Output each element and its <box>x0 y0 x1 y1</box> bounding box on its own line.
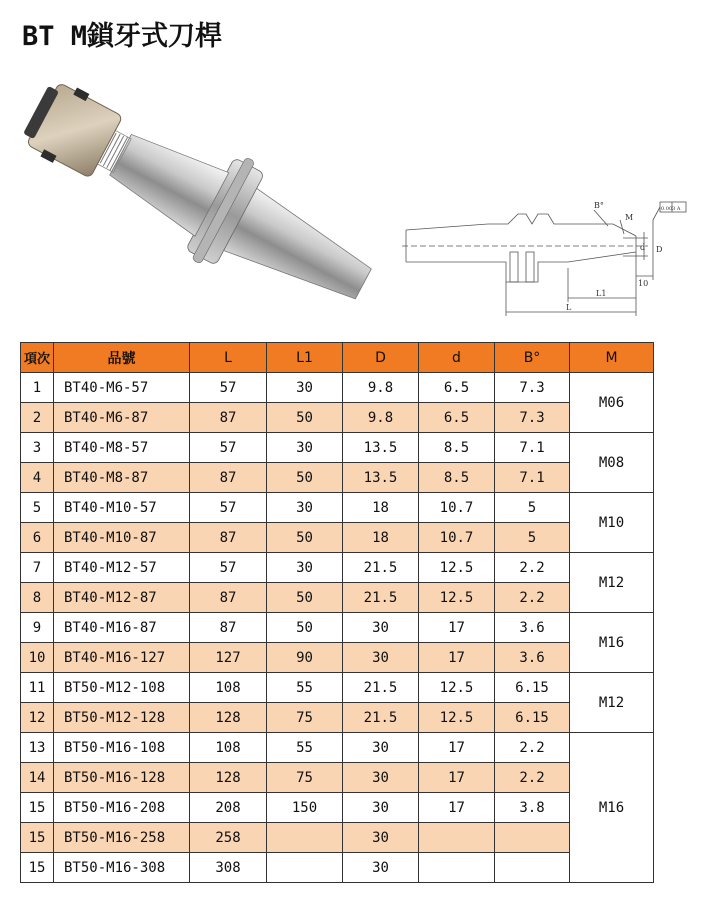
table-row <box>21 613 654 643</box>
table-cell: BT40-M12-57 <box>54 553 190 583</box>
table-cell: 87 <box>190 523 267 553</box>
table-cell: 5 <box>495 493 570 523</box>
table-cell <box>419 823 495 853</box>
table-cell: 18 <box>343 523 419 553</box>
page-title: BT M鎖牙式刀桿 <box>22 21 223 52</box>
table-cell: BT40-M8-87 <box>54 463 190 493</box>
thread-size-cell: M06 <box>570 373 654 433</box>
table-cell: 15 <box>21 823 54 853</box>
table-row <box>21 643 654 673</box>
table-cell: 21.5 <box>343 673 419 703</box>
header-cell: 品號 <box>54 343 190 373</box>
table-cell: 50 <box>267 403 343 433</box>
table-cell: 11 <box>21 673 54 703</box>
table-cell: BT50-M12-128 <box>54 703 190 733</box>
table-cell: 57 <box>190 373 267 403</box>
table-cell: 7.1 <box>495 433 570 463</box>
table-cell: BT50-M16-108 <box>54 733 190 763</box>
header-cell: L <box>190 343 267 373</box>
table-cell: 30 <box>343 733 419 763</box>
header-cell: D <box>343 343 419 373</box>
table-cell: 12.5 <box>419 673 495 703</box>
table-cell: 55 <box>267 673 343 703</box>
table-cell: 13.5 <box>343 433 419 463</box>
table-cell: 6.15 <box>495 673 570 703</box>
drawing-label-l: L <box>566 303 572 312</box>
table-cell: 21.5 <box>343 703 419 733</box>
table-cell: 2.2 <box>495 733 570 763</box>
table-cell: 2.2 <box>495 583 570 613</box>
table-cell <box>267 823 343 853</box>
table-cell: 8.5 <box>419 463 495 493</box>
table-cell: 3.8 <box>495 793 570 823</box>
table-row <box>21 853 654 883</box>
table-row <box>21 793 654 823</box>
table-row <box>21 463 654 493</box>
table-cell: 90 <box>267 643 343 673</box>
table-cell: 4 <box>21 463 54 493</box>
table-cell: 6.15 <box>495 703 570 733</box>
table-cell: BT40-M6-57 <box>54 373 190 403</box>
tool-holder-photo <box>0 62 395 332</box>
table-cell: 50 <box>267 613 343 643</box>
table-cell: 87 <box>190 403 267 433</box>
table-cell: 12.5 <box>419 583 495 613</box>
table-cell: 12 <box>21 703 54 733</box>
table-cell: 17 <box>419 733 495 763</box>
table-cell: 258 <box>190 823 267 853</box>
table-cell: 30 <box>267 373 343 403</box>
table-cell: 9.8 <box>343 373 419 403</box>
drawing-label-m: M <box>625 213 634 222</box>
table-cell: 30 <box>267 433 343 463</box>
table-cell: BT50-M16-308 <box>54 853 190 883</box>
thread-size-cell: M10 <box>570 493 654 553</box>
drawing-label-big-d: D <box>656 245 663 254</box>
table-row <box>21 493 654 523</box>
table-row <box>21 703 654 733</box>
table-cell: 75 <box>267 703 343 733</box>
table-cell: BT40-M16-127 <box>54 643 190 673</box>
table-cell: 75 <box>267 763 343 793</box>
header-cell: 項次 <box>21 343 54 373</box>
table-cell: 57 <box>190 433 267 463</box>
table-cell: 87 <box>190 463 267 493</box>
table-cell: 127 <box>190 643 267 673</box>
table-cell: BT40-M16-87 <box>54 613 190 643</box>
table-cell: BT40-M8-57 <box>54 433 190 463</box>
table-cell: 30 <box>343 793 419 823</box>
table-cell: 1 <box>21 373 54 403</box>
table-row <box>21 583 654 613</box>
thread-size-cell: M12 <box>570 553 654 613</box>
table-cell: 3 <box>21 433 54 463</box>
table-cell: 128 <box>190 703 267 733</box>
table-cell: 17 <box>419 613 495 643</box>
table-row <box>21 373 654 403</box>
table-cell: BT50-M16-258 <box>54 823 190 853</box>
table-cell: 57 <box>190 553 267 583</box>
table-cell: 6.5 <box>419 373 495 403</box>
table-cell: 50 <box>267 463 343 493</box>
table-cell: BT40-M10-87 <box>54 523 190 553</box>
table-cell: 6 <box>21 523 54 553</box>
table-cell: 128 <box>190 763 267 793</box>
table-cell: 87 <box>190 583 267 613</box>
drawing-label-10: 10 <box>638 279 649 288</box>
table-cell <box>419 853 495 883</box>
drawing-label-b: B° <box>594 201 604 210</box>
table-cell: 17 <box>419 643 495 673</box>
table-cell: 8.5 <box>419 433 495 463</box>
table-cell: 10.7 <box>419 493 495 523</box>
table-cell: 9 <box>21 613 54 643</box>
table-cell: 30 <box>343 763 419 793</box>
table-cell: 12.5 <box>419 703 495 733</box>
thread-size-cell: M12 <box>570 673 654 733</box>
table-cell: 7.1 <box>495 463 570 493</box>
table-row <box>21 823 654 853</box>
table-row <box>21 733 654 763</box>
table-cell: 208 <box>190 793 267 823</box>
table-header-row <box>21 343 654 373</box>
table-cell: 30 <box>343 613 419 643</box>
table-cell: 5 <box>495 523 570 553</box>
header-cell: L1 <box>267 343 343 373</box>
table-cell <box>267 853 343 883</box>
table-cell: 10 <box>21 643 54 673</box>
table-row <box>21 433 654 463</box>
table-cell: 15 <box>21 853 54 883</box>
table-cell: 21.5 <box>343 553 419 583</box>
table-cell: BT40-M12-87 <box>54 583 190 613</box>
table-cell: 13.5 <box>343 463 419 493</box>
table-row <box>21 403 654 433</box>
table-cell: 17 <box>419 793 495 823</box>
table-cell: 9.8 <box>343 403 419 433</box>
table-cell: 3.6 <box>495 613 570 643</box>
table-cell: 2.2 <box>495 553 570 583</box>
table-cell: 30 <box>267 493 343 523</box>
table-cell: 2 <box>21 403 54 433</box>
table-cell: 6.5 <box>419 403 495 433</box>
table-cell: 13 <box>21 733 54 763</box>
table-cell: 50 <box>267 523 343 553</box>
table-cell: 7 <box>21 553 54 583</box>
table-cell: BT50-M16-208 <box>54 793 190 823</box>
table-cell: 30 <box>343 643 419 673</box>
table-cell: 7.3 <box>495 373 570 403</box>
table-cell: BT40-M10-57 <box>54 493 190 523</box>
table-cell: BT50-M16-128 <box>54 763 190 793</box>
table-cell: 8 <box>21 583 54 613</box>
table-cell: 21.5 <box>343 583 419 613</box>
table-cell: 57 <box>190 493 267 523</box>
table-cell: 50 <box>267 583 343 613</box>
drawing-label-d: d <box>640 243 646 252</box>
table-cell <box>495 823 570 853</box>
table-cell: 3.6 <box>495 643 570 673</box>
spec-table-body <box>21 373 654 883</box>
thread-size-cell: M16 <box>570 613 654 673</box>
thread-size-cell: M16 <box>570 733 654 883</box>
drawing-label-l1: L1 <box>596 289 607 298</box>
thread-size-cell: M08 <box>570 433 654 493</box>
table-cell: 12.5 <box>419 553 495 583</box>
table-cell: 87 <box>190 613 267 643</box>
table-cell: BT50-M12-108 <box>54 673 190 703</box>
table-cell: 55 <box>267 733 343 763</box>
table-cell: 5 <box>21 493 54 523</box>
table-cell: 30 <box>267 553 343 583</box>
table-cell: 150 <box>267 793 343 823</box>
drawing-label-tolerance: 0.003 A <box>661 206 681 212</box>
spec-table <box>20 342 654 883</box>
header-cell: M <box>570 343 654 373</box>
table-cell: 7.3 <box>495 403 570 433</box>
table-cell: 30 <box>343 823 419 853</box>
header-cell: d <box>419 343 495 373</box>
table-cell <box>495 853 570 883</box>
table-row <box>21 523 654 553</box>
table-cell: 17 <box>419 763 495 793</box>
table-cell: 14 <box>21 763 54 793</box>
table-row <box>21 553 654 583</box>
table-cell: 108 <box>190 733 267 763</box>
table-cell: BT40-M6-87 <box>54 403 190 433</box>
table-cell: 108 <box>190 673 267 703</box>
table-row <box>21 763 654 793</box>
table-cell: 18 <box>343 493 419 523</box>
table-cell: 308 <box>190 853 267 883</box>
tool-holder-technical-drawing <box>398 190 688 325</box>
table-cell: 10.7 <box>419 523 495 553</box>
header-cell: B° <box>495 343 570 373</box>
table-cell: 15 <box>21 793 54 823</box>
table-cell: 30 <box>343 853 419 883</box>
table-row <box>21 673 654 703</box>
table-cell: 2.2 <box>495 763 570 793</box>
